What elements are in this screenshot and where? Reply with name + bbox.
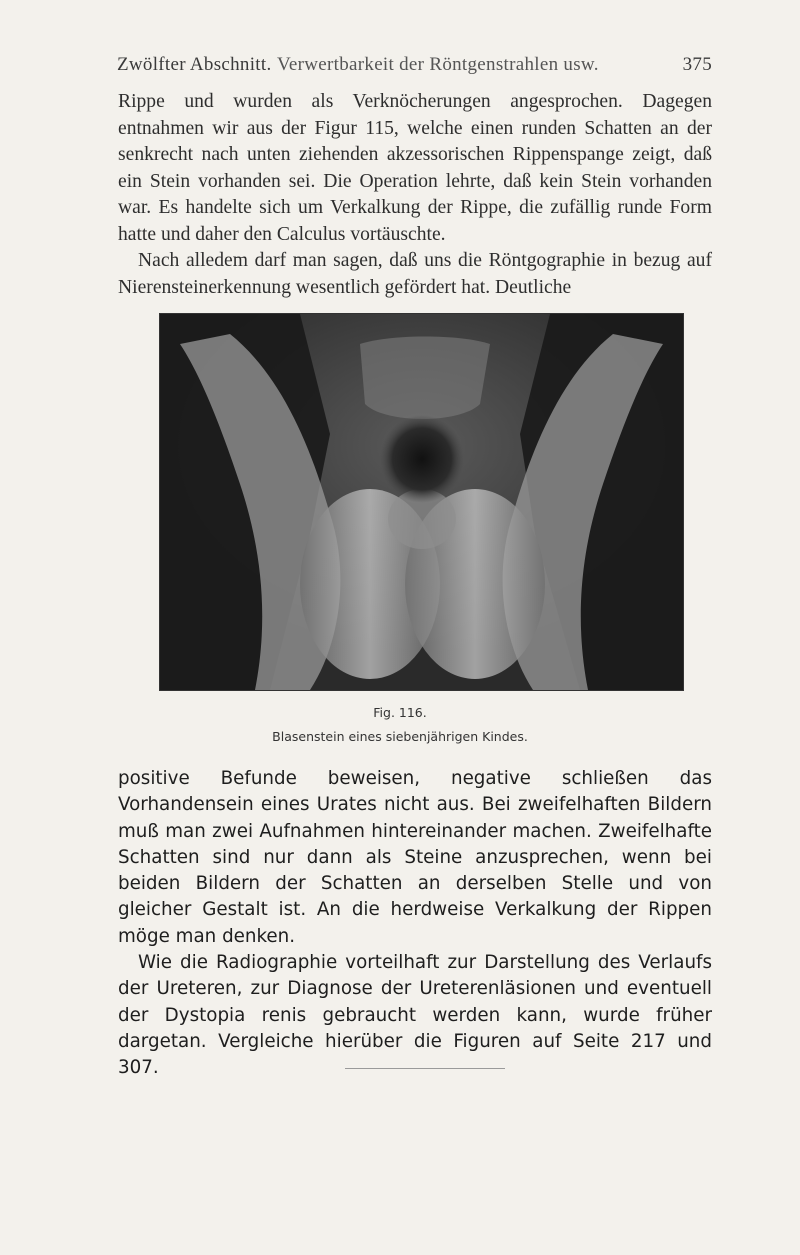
section-title: Verwertbarkeit der Röntgenstrahlen usw. [277, 54, 599, 75]
paragraph: Nach alledem darf man sagen, daß uns die Röntgographie in bezug auf Nierensteinerkennung wesentlich gefördert hat. Deutliche [118, 250, 712, 298]
bladder-stone-shadow [380, 415, 464, 503]
paragraph: Wie die Radiographie vorteilhaft zur Darstellung des Verlaufs der Ureteren, zur Diagnose der Ureterenläsionen und eventuell der Dystopia renis gebraucht werden kann, wurde früher dargetan. Vergleiche hierüber die Figuren auf Seite 217 und 307. [118, 952, 712, 1079]
page-number: 375 [682, 54, 712, 75]
figure-caption: Blasenstein eines siebenjährigen Kindes. [272, 729, 528, 744]
top-text-block [118, 89, 712, 301]
paragraph: Rippe und wurden als Verknöcherungen angesprochen. Dagegen entnahmen wir aus der Figur 115, welche einen runden Schatten an der senkrecht nach unten ziehenden akzessorischen Rippenspange zeigt, daß ein Stein vorhanden sei. Die Operation lehrte, daß kein Stein vorhanden war. Es handelte sich um Verkalkung der Rippe, die zufällig runde Form hatte und daher den Calculus vortäuschte. [118, 91, 712, 245]
running-header [117, 54, 712, 84]
paragraph: positive Befunde beweisen, negative schließen das Vorhandensein eines Urates nicht aus. Bei zweifelhaften Bildern muß man zwei Aufnahmen hintereinander machen. Zweifelhafte Schatten sind nur dann als Steine anzusprechen, wenn bei beiden Bildern der Schatten an derselben Stelle und von gleicher Gestalt ist. An die herdweise Verkalkung der Rippen möge man denken. [118, 768, 712, 947]
xray-image [160, 314, 683, 690]
chapter-heading: Zwölfter Abschnitt. [117, 54, 272, 75]
xray-figure [159, 313, 684, 691]
figure-label: Fig. 116. [373, 705, 427, 720]
bottom-text-block [118, 766, 712, 1082]
separator-rule [345, 1068, 505, 1069]
